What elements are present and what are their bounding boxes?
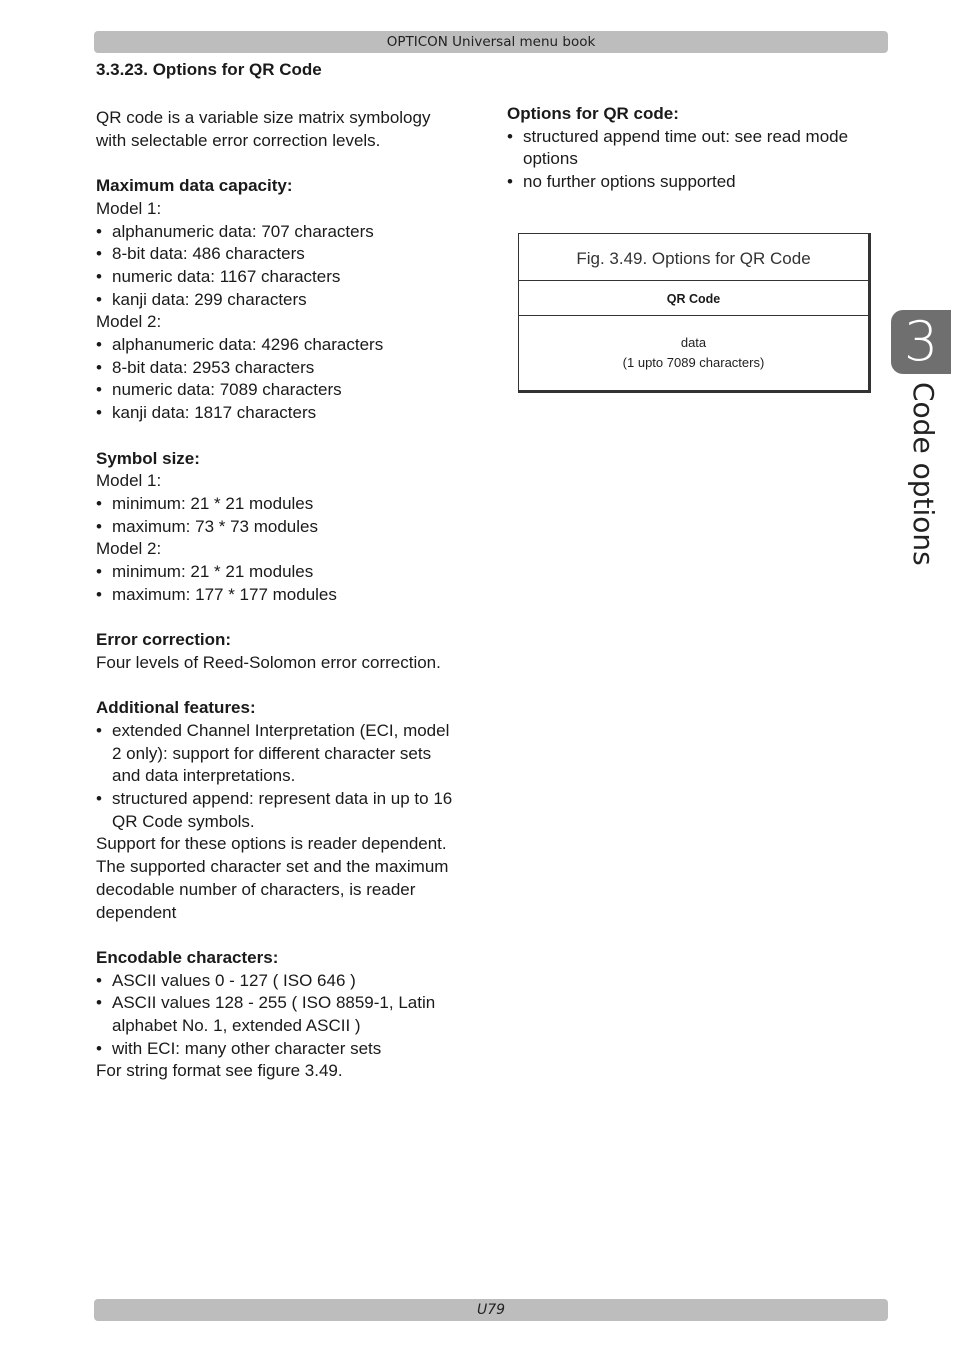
figure-data-cell xyxy=(519,316,868,373)
list-item: • minimum: 21 * 21 modules xyxy=(96,561,486,584)
figure-options-table xyxy=(518,233,871,393)
left-column xyxy=(96,107,486,1083)
capacity-model2-label: Model 2: xyxy=(96,312,162,332)
symbol-size-heading: Symbol size: xyxy=(96,448,200,468)
list-item xyxy=(507,126,887,171)
chapter-label: Code options xyxy=(907,382,940,566)
additional-features-heading: Additional features: xyxy=(96,698,256,718)
encodable-list xyxy=(96,970,486,1061)
additional-text-line: Support for these options is reader dependent. xyxy=(96,834,447,854)
list-item-line: 2 only): support for different character sets xyxy=(112,743,432,763)
list-item xyxy=(96,1038,486,1061)
list-item: • kanji data: 299 characters xyxy=(96,289,486,312)
figure-cell-line: (1 upto 7089 characters) xyxy=(622,355,765,370)
section-title: 3.3.23. Options for QR Code xyxy=(96,60,322,79)
encodable-footer-text: For string format see figure 3.49. xyxy=(96,1061,343,1081)
symbol-model1-label: Model 1: xyxy=(96,471,162,491)
right-column xyxy=(507,103,887,194)
list-item xyxy=(507,171,887,194)
capacity-model1-list xyxy=(96,221,486,312)
list-item-line: structured append: represent data in up to 16 xyxy=(112,789,453,809)
list-item xyxy=(96,788,486,833)
list-item: • maximum: 177 * 177 modules xyxy=(96,584,486,607)
list-item xyxy=(96,992,486,1037)
list-item-line: and data interpretations. xyxy=(112,766,296,786)
list-item: • kanji data: 1817 characters xyxy=(96,402,486,425)
list-item: • alphanumeric data: 707 characters xyxy=(96,221,486,244)
capacity-model2-list xyxy=(96,334,486,425)
error-correction-heading: Error correction: xyxy=(96,630,232,650)
list-item: • alphanumeric data: 4296 characters xyxy=(96,334,486,357)
page-header: OPTICON Universal menu book xyxy=(94,31,888,53)
error-correction-text: Four levels of Reed-Solomon error correction. xyxy=(96,652,441,672)
chapter-number-tab: 3 xyxy=(891,310,951,374)
list-item xyxy=(96,970,486,993)
list-item-line: QR Code symbols. xyxy=(112,811,255,831)
symbol-model2-list xyxy=(96,561,486,606)
page-footer: U79 xyxy=(94,1299,888,1321)
figure-cell-line: data xyxy=(680,335,707,350)
symbol-model2-label: Model 2: xyxy=(96,539,162,559)
additional-features-list xyxy=(96,720,486,834)
additional-text-line: dependent xyxy=(96,902,177,922)
symbol-model1-list xyxy=(96,493,486,538)
list-item xyxy=(96,720,486,788)
list-item: • 8-bit data: 2953 characters xyxy=(96,357,486,380)
intro-line: QR code is a variable size matrix symbology xyxy=(96,108,431,127)
list-item-line: options xyxy=(523,149,578,169)
list-item-line: ASCII values 0 - 127 ( ISO 646 ) xyxy=(112,970,356,990)
list-item: • 8-bit data: 486 characters xyxy=(96,243,486,266)
list-item-line: alphabet No. 1, extended ASCII ) xyxy=(112,1016,361,1036)
figure-column-header: QR Code xyxy=(519,281,868,316)
list-item: • numeric data: 1167 characters xyxy=(96,266,486,289)
encodable-heading: Encodable characters: xyxy=(96,947,279,967)
capacity-model1-label: Model 1: xyxy=(96,198,162,218)
list-item-line: extended Channel Interpretation (ECI, model xyxy=(112,720,450,740)
list-item-line: with ECI: many other character sets xyxy=(112,1038,382,1058)
list-item-line: ASCII values 128 - 255 ( ISO 8859-1, Latin xyxy=(112,993,436,1013)
additional-text-line: decodable number of characters, is reader xyxy=(96,879,416,899)
list-item: • maximum: 73 * 73 modules xyxy=(96,516,486,539)
intro-line: with selectable error correction levels. xyxy=(96,130,381,150)
list-item-line: structured append time out: see read mode xyxy=(523,126,849,146)
options-heading: Options for QR code: xyxy=(507,104,679,123)
figure-caption: Fig. 3.49. Options for QR Code xyxy=(519,234,868,281)
additional-text-line: The supported character set and the maximum xyxy=(96,857,449,877)
options-list xyxy=(507,126,887,194)
list-item-line: no further options supported xyxy=(523,172,736,192)
list-item: • minimum: 21 * 21 modules xyxy=(96,493,486,516)
capacity-heading: Maximum data capacity: xyxy=(96,176,293,196)
list-item: • numeric data: 7089 characters xyxy=(96,379,486,402)
